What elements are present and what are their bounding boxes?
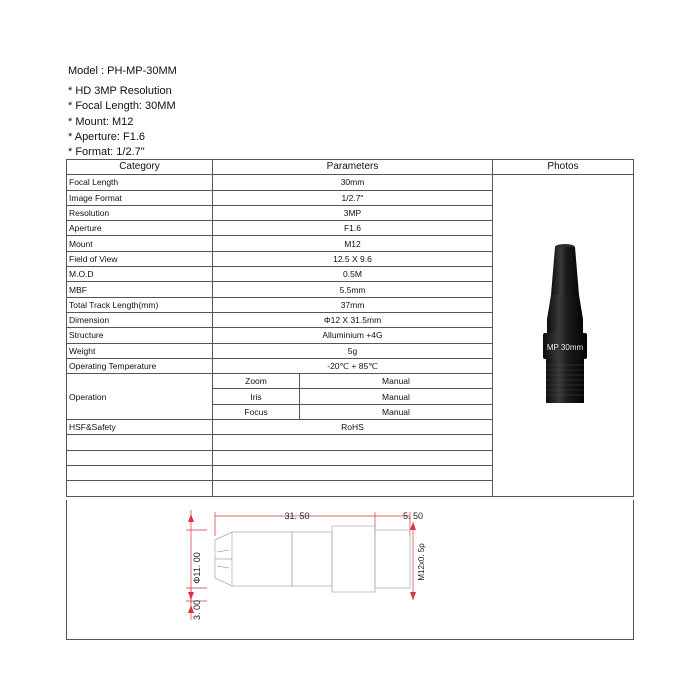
spec-line: * Aperture: F1.6: [68, 130, 146, 143]
row-value: 5g: [213, 343, 493, 358]
row-category: HSF&Safety: [67, 420, 213, 435]
row-category: Total Track Length(mm): [67, 297, 213, 312]
thread-dimension: M12x0. 5p: [417, 543, 426, 581]
row-category: Resolution: [67, 205, 213, 220]
operation-item-value: Manual: [300, 389, 493, 404]
spec-line: * Focal Length: 30MM: [68, 100, 176, 113]
operation-label: Operation: [67, 374, 213, 420]
row-category: Mount: [67, 236, 213, 251]
spec-line: * HD 3MP Resolution: [68, 85, 172, 97]
row-value: Φ12 X 31.5mm: [213, 312, 493, 327]
row-value: 12.5 X 9.6: [213, 251, 493, 266]
spec-line: * Format: 1/2.7": [68, 146, 145, 159]
header-parameters: Parameters: [213, 160, 493, 175]
row-category: Field of View: [67, 251, 213, 266]
row-category: Structure: [67, 328, 213, 343]
operation-item-value: Manual: [300, 404, 493, 419]
header-category: Category: [67, 160, 213, 175]
row-value: 0.5M: [213, 267, 493, 282]
diameter-dimension: Φ11. 00: [192, 552, 202, 584]
header-photos: Photos: [493, 160, 634, 175]
row-category: Weight: [67, 343, 213, 358]
dimension-drawing: [67, 500, 633, 639]
row-category: M.O.D: [67, 267, 213, 282]
length-dimension: 31. 50: [284, 511, 310, 521]
row-value: Alluminium +4G: [213, 328, 493, 343]
row-value: 5.5mm: [213, 282, 493, 297]
table-row: [67, 175, 634, 190]
row-category: Focal Length: [67, 175, 213, 190]
spec-header: [68, 64, 177, 160]
operation-item-value: Manual: [300, 374, 493, 389]
operation-item-name: Iris: [213, 389, 300, 404]
table-header-row: [67, 160, 634, 175]
lens-label: MP 30mm: [546, 343, 584, 353]
operation-item-name: Zoom: [213, 374, 300, 389]
spec-line: * Mount: M12: [68, 115, 134, 128]
lens-photo: [495, 183, 634, 483]
row-category: Dimension: [67, 312, 213, 327]
row-value: M12: [213, 236, 493, 251]
model-title: Model : PH-MP-30MM: [68, 65, 177, 77]
spec-table: [66, 159, 634, 497]
row-value: 1/2.7": [213, 190, 493, 205]
photo-cell: [493, 175, 634, 496]
row-value: 3MP: [213, 205, 493, 220]
row-category: Operating Temperature: [67, 358, 213, 373]
row-value: -20℃ + 85℃: [213, 358, 493, 373]
row-value: RoHS: [213, 420, 493, 435]
operation-item-name: Focus: [213, 404, 300, 419]
row-category: MBF: [67, 282, 213, 297]
flange-dimension: 5. 50: [402, 511, 424, 521]
row-category: Image Format: [67, 190, 213, 205]
row-value: 37mm: [213, 297, 493, 312]
tip-dimension: 3. 00: [192, 599, 202, 621]
row-value: 30mm: [213, 175, 493, 190]
row-category: Aperture: [67, 221, 213, 236]
dimension-drawing-box: [66, 500, 634, 640]
row-value: F1.6: [213, 221, 493, 236]
